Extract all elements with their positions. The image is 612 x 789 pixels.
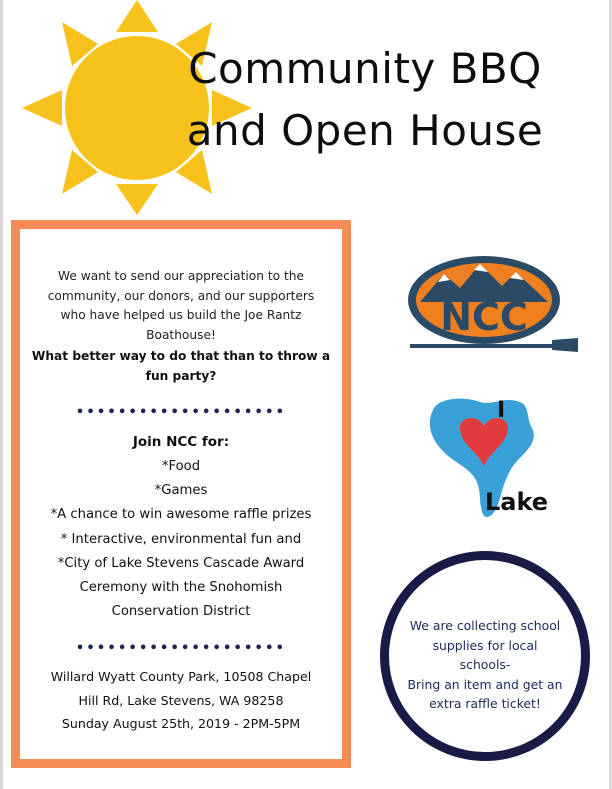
list-item: *A chance to win awesome raffle prizes: [50, 507, 312, 523]
page-edge-left: [0, 0, 3, 789]
intro-text: [30, 267, 332, 345]
location-line: Hill Rd, Lake Stevens, WA 98258: [78, 692, 284, 708]
list-item: *Food: [161, 459, 201, 474]
page-title: [150, 38, 580, 162]
ncc-logo-text: NCC: [440, 295, 528, 339]
location-line: Willard Wyatt County Park, 10508 Chapel: [50, 669, 312, 684]
dotted-separator: ••••••••••••••••••••: [75, 405, 287, 420]
lake-logo-i: I: [497, 398, 506, 423]
location-info: [26, 665, 336, 736]
list-item: Conservation District: [111, 604, 251, 620]
callout-text: [407, 616, 563, 714]
list-item: Ceremony with the Snohomish: [79, 580, 283, 596]
list-item: *Games: [154, 483, 208, 499]
dotted-separator: ••••••••••••••••••••: [75, 641, 287, 656]
callout-line: We are collecting school: [409, 618, 561, 633]
intro-question: [30, 346, 332, 386]
callout-line: supplies for local schools-: [432, 637, 538, 672]
list-item: * Interactive, environmental fun and: [60, 531, 302, 547]
intro-line: We want to send our appreciation to the: [58, 269, 304, 283]
lake-logo-word: Lake: [485, 488, 549, 516]
intro-line: who have helped us build the Joe Rantz: [60, 308, 302, 322]
date-time-line: Sunday August 25th, 2019 - 2PM-5PM: [61, 716, 301, 731]
intro-line: community, our donors, and our supporters: [47, 288, 315, 303]
ncc-logo: [402, 252, 580, 357]
title-line-1: Community BBQ: [188, 44, 542, 93]
callout-line: Bring an item and get an: [407, 676, 563, 692]
callout-line: extra raffle ticket!: [429, 696, 541, 711]
intro-bold-line: fun party?: [145, 369, 217, 383]
join-heading: Join NCC for:: [132, 434, 230, 450]
event-details-box: [11, 220, 351, 768]
intro-line: Boathouse!: [146, 327, 216, 342]
school-supplies-callout: [380, 551, 590, 761]
list-item: *City of Lake Stevens Cascade Award: [57, 555, 305, 571]
intro-bold-line: What better way to do that than to throw a: [31, 349, 331, 363]
activities-list: [26, 455, 336, 624]
title-line-2: and Open House: [186, 106, 544, 155]
